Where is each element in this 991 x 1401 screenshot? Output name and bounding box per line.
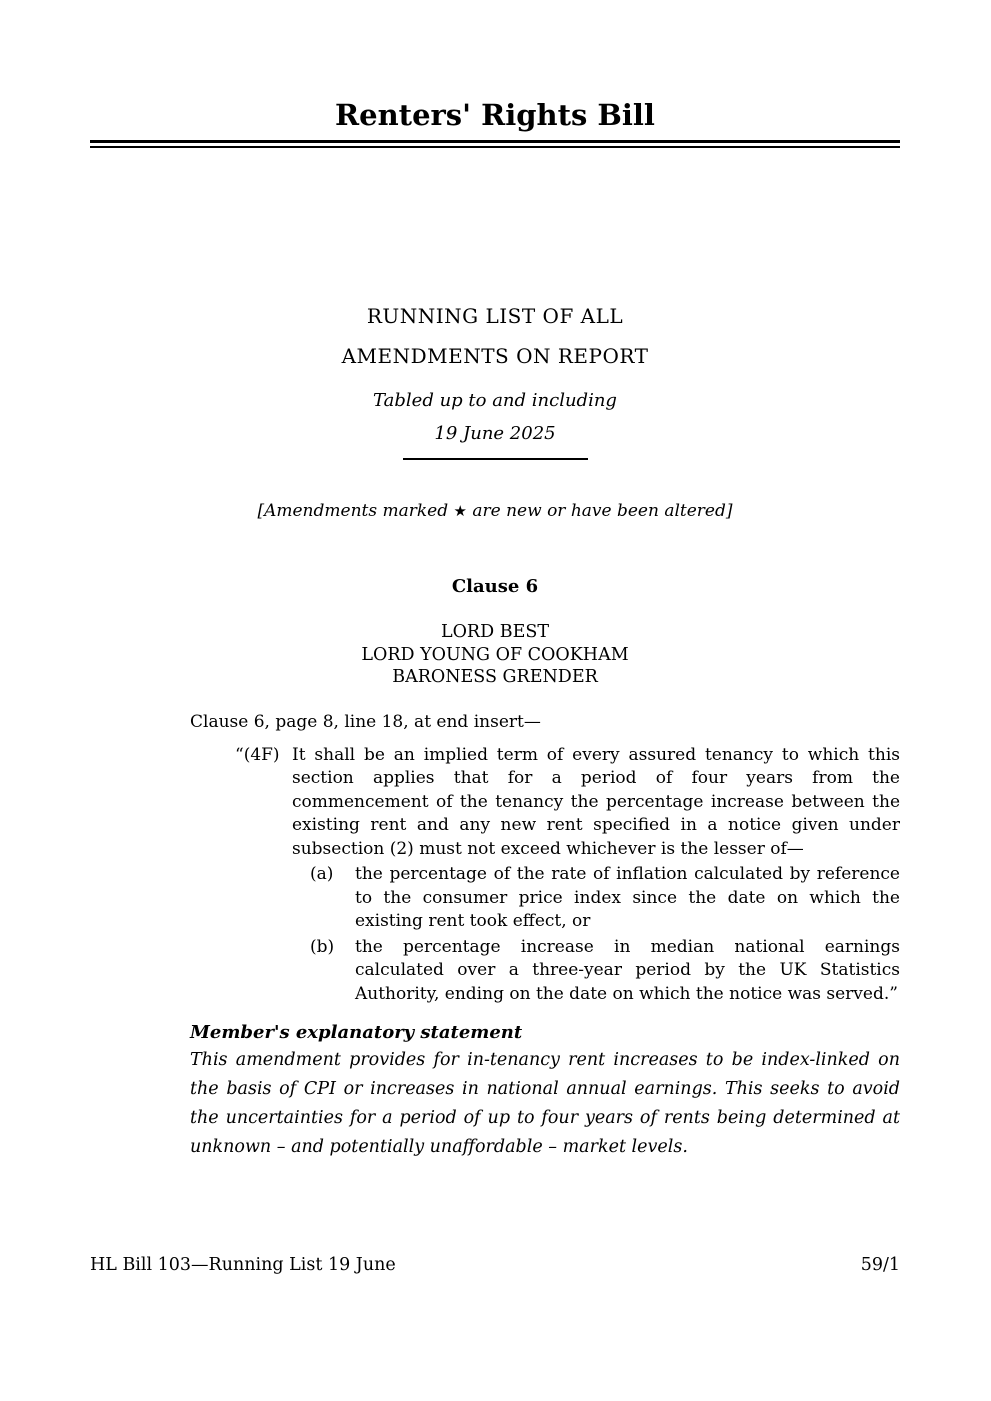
page-footer <box>90 1254 900 1277</box>
tabled-date: 19 June 2025 <box>434 423 556 444</box>
list-item-marker: (a) <box>310 864 334 884</box>
list-item-text: the percentage of the rate of inflation calculated by reference to the consumer price index since the date on which the existing rent took effect, or <box>355 864 900 931</box>
sponsor-name: LORD YOUNG OF COOKHAM <box>361 644 629 665</box>
tabled-block <box>90 384 900 450</box>
subsection-text: It shall be an implied term of every assured tenancy to which this section applies that for a period of four years from the commencement of the tenancy the percentage increase between the existing rent and any new rent specified in a notice given under subsection (2) must not exceed whichever is the lesser of— <box>292 744 900 859</box>
star-icon: ★ <box>453 502 467 520</box>
amendment-instruction: Clause 6, page 8, line 18, at end insert— <box>190 711 541 732</box>
sponsor-name: BARONESS GRENDER <box>392 667 598 687</box>
list-item-text: the percentage increase in median national earnings calculated over a three-year period by the UK Statistics Authority, ending on the date on which the notice was served.” <box>355 936 900 1004</box>
title-double-rule <box>90 140 900 148</box>
clause-heading: Clause 6 <box>451 576 539 597</box>
amendment-body <box>190 711 900 1007</box>
subsection-4f <box>235 744 900 862</box>
tabled-caption: Tabled up to and including <box>373 390 617 411</box>
document-heading-line1: RUNNING LIST OF ALL <box>366 304 624 328</box>
marked-note-suffix: are new or have been altered] <box>466 501 733 521</box>
sponsor-name: LORD BEST <box>440 622 550 642</box>
section-divider-rule <box>403 458 588 460</box>
document-heading-line2: AMENDMENTS ON REPORT <box>341 344 649 368</box>
marked-note <box>90 500 900 523</box>
explanatory-statement <box>190 1020 900 1162</box>
subsection-label: “(4F) <box>235 744 280 765</box>
list-item-a <box>310 863 900 934</box>
marked-note-prefix: [Amendments marked <box>257 501 454 521</box>
document-heading <box>90 296 900 376</box>
list-item-b <box>310 936 900 1007</box>
sponsor-list <box>90 621 900 689</box>
explanatory-text: This amendment provides for in-tenancy rent increases to be index-linked on the basis of CPI or increases in national annual earnings. This seeks to avoid the uncertainties for a period of up to four years of rents being determined at unknown – and potentially unaffordable – market levels. <box>190 1050 900 1157</box>
footer-bill-reference: HL Bill 103—Running List 19 June <box>90 1255 396 1275</box>
footer-page-number: 59/1 <box>860 1255 900 1275</box>
bill-title: Renters' Rights Bill <box>335 98 655 132</box>
explanatory-heading: Member's explanatory statement <box>190 1022 523 1043</box>
list-item-marker: (b) <box>310 936 335 957</box>
